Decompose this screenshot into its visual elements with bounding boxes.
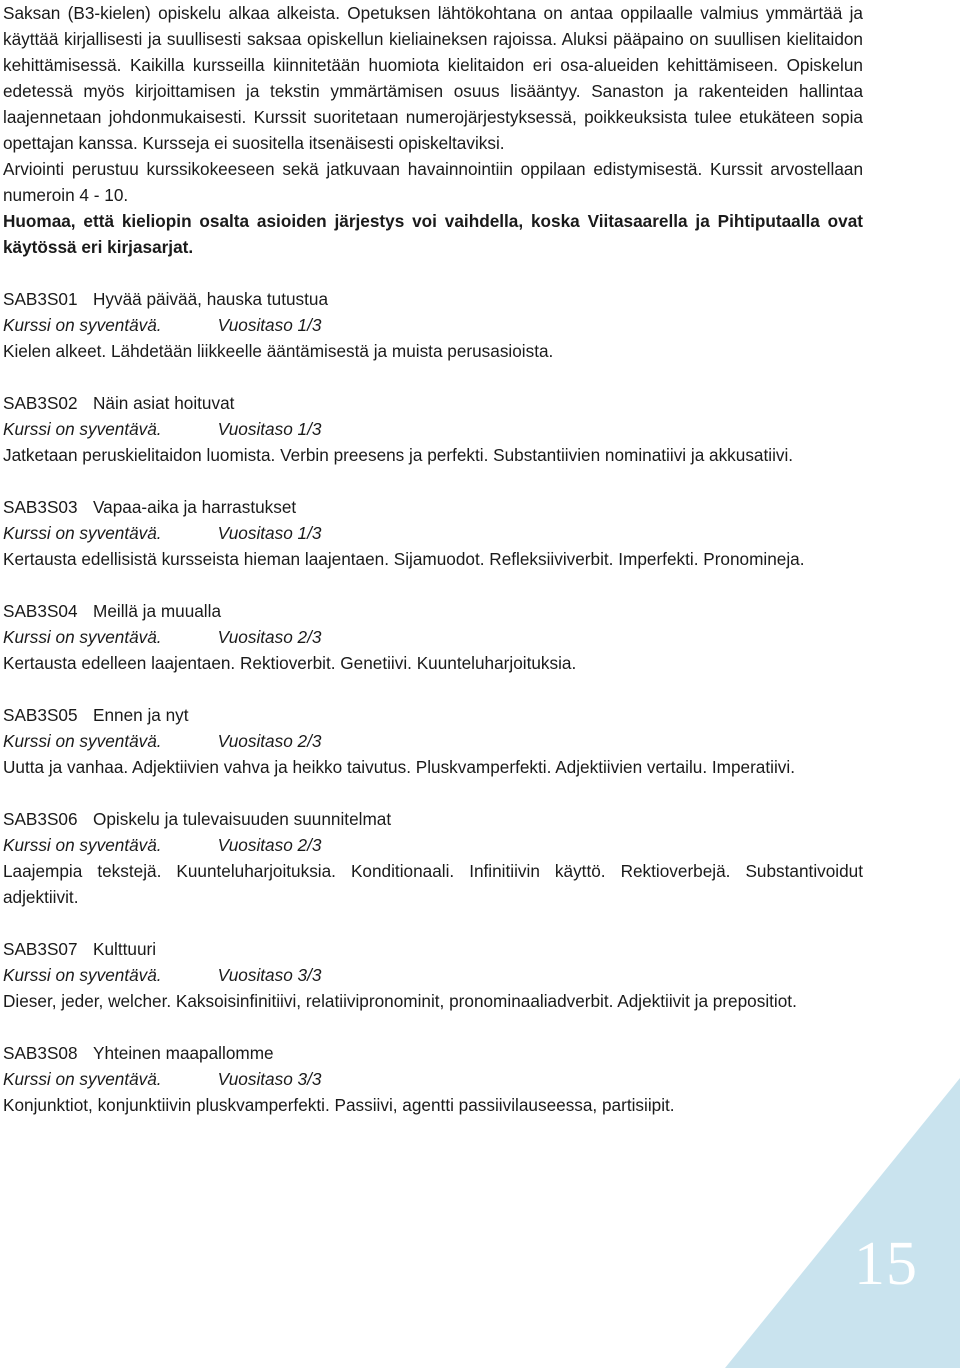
document-page xyxy=(3,0,863,1118)
course-code: SAB3S06 xyxy=(3,809,78,829)
course-meta xyxy=(3,962,863,988)
course-description: Kielen alkeet. Lähdetään liikkeelle ääntämisestä ja muista perusasioista. xyxy=(3,341,554,361)
course-title: Opiskelu ja tulevaisuuden suunnitelmat xyxy=(93,809,392,829)
course-title: Yhteinen maapallomme xyxy=(93,1043,274,1063)
course-type: Kurssi on syventävä. xyxy=(3,419,162,439)
course-title: Kulttuuri xyxy=(93,939,157,959)
course-description: Uutta ja vanhaa. Adjektiivien vahva ja heikko taivutus. Pluskvamperfekti. Adjektiivien vertailu. Imperatiivi. xyxy=(3,757,795,777)
course-description: Dieser, jeder, welcher. Kaksoisinfinitiivi, relatiivipronominit, pronominaaliadverbit. Adjektiivit ja prepositiot. xyxy=(3,991,797,1011)
course-entry xyxy=(3,390,863,468)
course-meta xyxy=(3,312,863,338)
course-description: Kertausta edellisistä kursseista hieman laajentaen. Sijamuodot. Refleksiiviverbit. Imperfekti. Pronomineja. xyxy=(3,549,805,569)
corner-decoration xyxy=(725,1078,960,1368)
page-number: 15 xyxy=(854,1230,918,1298)
course-title: Vapaa-aika ja harrastukset xyxy=(93,497,297,517)
course-level: Vuositaso 3/3 xyxy=(217,965,322,985)
course-meta xyxy=(3,416,863,442)
course-level: Vuositaso 1/3 xyxy=(217,419,322,439)
course-meta xyxy=(3,728,863,754)
course-type: Kurssi on syventävä. xyxy=(3,627,162,647)
course-heading xyxy=(3,936,863,962)
course-heading xyxy=(3,494,863,520)
course-type: Kurssi on syventävä. xyxy=(3,965,162,985)
course-code: SAB3S07 xyxy=(3,939,78,959)
course-entry xyxy=(3,286,863,364)
course-entry xyxy=(3,494,863,572)
course-level: Vuositaso 3/3 xyxy=(217,1069,322,1089)
course-entry xyxy=(3,936,863,1014)
course-description: Kertausta edelleen laajentaen. Rektioverbit. Genetiivi. Kuunteluharjoituksia. xyxy=(3,653,577,673)
course-meta xyxy=(3,832,863,858)
course-level: Vuositaso 1/3 xyxy=(217,315,322,335)
course-heading xyxy=(3,286,863,312)
course-heading xyxy=(3,1040,863,1066)
assessment-paragraph: Arviointi perustuu kurssikokeeseen sekä jatkuvaan havainnointiin oppilaan edistymisestä. Kurssit arvostellaan numeroin 4 - 10. xyxy=(3,159,863,205)
course-code: SAB3S03 xyxy=(3,497,78,517)
course-level: Vuositaso 2/3 xyxy=(217,731,322,751)
course-type: Kurssi on syventävä. xyxy=(3,835,162,855)
course-type: Kurssi on syventävä. xyxy=(3,523,162,543)
course-description: Jatketaan peruskielitaidon luomista. Verbin preesens ja perfekti. Substantiivien nominatiivi ja akkusatiivi. xyxy=(3,445,794,465)
course-heading xyxy=(3,702,863,728)
course-level: Vuositaso 2/3 xyxy=(217,627,322,647)
note-paragraph: Huomaa, että kieliopin osalta asioiden järjestys voi vaihdella, koska Viitasaarella ja Pihtiputaalla ovat käytössä eri kirjasarjat. xyxy=(3,211,863,257)
course-meta xyxy=(3,520,863,546)
course-type: Kurssi on syventävä. xyxy=(3,731,162,751)
course-entry xyxy=(3,598,863,676)
course-list xyxy=(3,286,863,1118)
course-entry xyxy=(3,806,863,910)
course-title: Meillä ja muualla xyxy=(93,601,222,621)
course-entry xyxy=(3,702,863,780)
course-heading xyxy=(3,390,863,416)
course-title: Hyvää päivää, hauska tutustua xyxy=(93,289,329,309)
course-code: SAB3S08 xyxy=(3,1043,78,1063)
course-code: SAB3S05 xyxy=(3,705,78,725)
course-description: Konjunktiot, konjunktiivin pluskvamperfekti. Passiivi, agentti passiivilauseessa, partisiipit. xyxy=(3,1095,675,1115)
intro-paragraph: Saksan (B3-kielen) opiskelu alkaa alkeista. Opetuksen lähtökohtana on antaa oppilaalle valmius ymmärtää ja käyttää kirjallisesti ja suullisesti saksaa opiskellun kieliaineksen rajoissa. Aluksi pääpaino on suullisen kielitaidon kehittämisessä. Kaikilla kursseilla kiinnitetään huomiota kielitaidon eri osa-alueiden kehittämiseen. Opiskelun edetessä myös kirjoittamisen ja tekstin ymmärtämisen osuus lisääntyy. Sanaston ja rakenteiden hallintaa laajennetaan johdonmukaisesti. Kurssit suoritetaan numerojärjestyksessä, poikkeuksista tulee etukäteen sopia opettajan kanssa. Kursseja ei suositella itsenäisesti opiskeltaviksi. xyxy=(3,3,863,153)
course-heading xyxy=(3,806,863,832)
course-meta xyxy=(3,624,863,650)
course-type: Kurssi on syventävä. xyxy=(3,315,162,335)
course-type: Kurssi on syventävä. xyxy=(3,1069,162,1089)
course-level: Vuositaso 1/3 xyxy=(217,523,322,543)
course-title: Näin asiat hoituvat xyxy=(93,393,235,413)
course-description: Laajempia tekstejä. Kuunteluharjoituksia. Konditionaali. Infinitiivin käyttö. Rektioverbejä. Substantivoidut adjektiivit. xyxy=(3,861,863,907)
course-code: SAB3S04 xyxy=(3,601,78,621)
course-level: Vuositaso 2/3 xyxy=(217,835,322,855)
course-code: SAB3S01 xyxy=(3,289,78,309)
course-heading xyxy=(3,598,863,624)
course-code: SAB3S02 xyxy=(3,393,78,413)
course-title: Ennen ja nyt xyxy=(93,705,189,725)
